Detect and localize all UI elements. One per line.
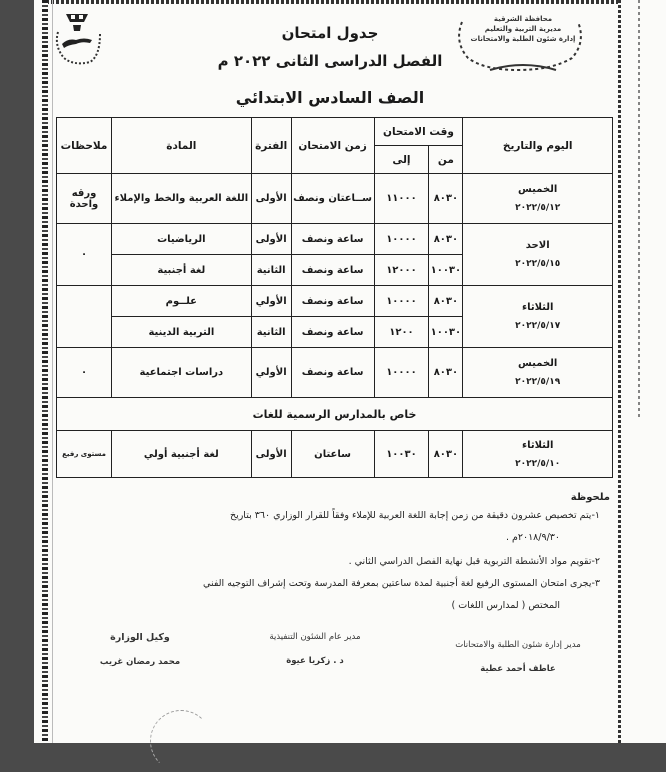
signature-name: محمد رمضان غريب bbox=[99, 657, 181, 667]
notes-cell bbox=[57, 286, 112, 348]
day-date-cell bbox=[463, 348, 613, 398]
exam-schedule-table bbox=[56, 117, 613, 478]
duration-cell: ساعتان bbox=[291, 431, 374, 478]
seal-line: محافظة الشرقية bbox=[493, 15, 553, 23]
notes-cell: ٠ bbox=[57, 348, 112, 398]
from-cell: ٨٠٣٠ bbox=[429, 174, 463, 224]
from-cell: ٨٠٣٠ bbox=[429, 348, 463, 398]
grade-title: الصف السادس الابتدائي bbox=[235, 88, 425, 107]
signature-name: د . زكريا عيوة bbox=[286, 656, 344, 666]
period-cell: الثانية bbox=[251, 255, 291, 286]
to-cell: ١٠٠٠٠ bbox=[374, 286, 429, 317]
day: الاحد bbox=[525, 240, 550, 251]
signature-role: مدير إدارة شئون الطلبة والامتحانات bbox=[455, 640, 581, 650]
duration-cell: ساعة ونصف bbox=[291, 286, 374, 317]
date: ٢٠٢٢/٥/١٩ bbox=[515, 377, 561, 387]
note-item-continuation: ٢٠١٨/٩/٣٠م . bbox=[505, 532, 560, 543]
day: الخميس bbox=[518, 184, 558, 195]
period-cell: الأولى bbox=[251, 224, 291, 255]
day: الثلاثاء bbox=[521, 302, 554, 313]
term-title: الفصل الدراسى الثانى ٢٠٢٢ م bbox=[217, 52, 443, 70]
signature-role: مدير عام الشئون التنفيذية bbox=[269, 632, 361, 642]
signature-block bbox=[240, 632, 390, 666]
subject-cell: التربية الدينية bbox=[112, 317, 252, 348]
date: ٢٠٢٢/٥/١٠ bbox=[515, 458, 561, 469]
table-row bbox=[57, 348, 613, 398]
header-exam-time: وقت الامتحان bbox=[374, 118, 463, 146]
duration-cell: ساعة ونصف bbox=[291, 348, 374, 398]
from-cell: ١٠٠٣٠ bbox=[429, 317, 463, 348]
from-cell: ٨٠٣٠ bbox=[429, 431, 463, 478]
page-border-left-inner bbox=[52, 0, 53, 743]
subject-cell: دراسات اجتماعية bbox=[112, 348, 252, 398]
duration-cell: ساعة ونصف bbox=[291, 255, 374, 286]
notes-cell: ورقه واحدة bbox=[57, 174, 112, 224]
day: الخميس bbox=[518, 358, 558, 369]
date: ٢٠٢٢/٥/١٢ bbox=[515, 203, 561, 213]
notes-cell: مستوى رفيع bbox=[57, 431, 112, 478]
signature-role: وكيل الوزارة bbox=[110, 632, 170, 643]
to-cell: ١٢٠٠٠ bbox=[374, 255, 429, 286]
table-row bbox=[57, 174, 613, 224]
duration-cell: ســاعتان ونصف bbox=[291, 174, 374, 224]
notes-cell: ٠ bbox=[57, 224, 112, 286]
table-row bbox=[57, 431, 613, 478]
header-day-date: اليوم والتاريخ bbox=[463, 118, 613, 174]
period-cell: الأولى bbox=[251, 174, 291, 224]
subject-cell: اللغة العربية والخط والإملاء bbox=[112, 174, 252, 224]
document-title: جدول امتحان bbox=[281, 24, 379, 42]
header-duration: زمن الامتحان bbox=[291, 118, 374, 174]
subject-cell: الرياضيات bbox=[112, 224, 252, 255]
date: ٢٠٢٢/٥/١٧ bbox=[515, 321, 561, 331]
official-stamp-icon bbox=[150, 710, 212, 772]
header-notes: ملاحظات bbox=[57, 118, 112, 174]
date: ٢٠٢٢/٥/١٥ bbox=[515, 259, 561, 269]
header-from: من bbox=[429, 146, 463, 174]
subject-cell: لغة أجنبية bbox=[112, 255, 252, 286]
period-cell: الأولي bbox=[251, 348, 291, 398]
seal-line: مديرية التربية والتعليم bbox=[484, 25, 562, 33]
to-cell: ١٠٠٣٠ bbox=[374, 431, 429, 478]
to-cell: ١١٠٠٠ bbox=[374, 174, 429, 224]
from-cell: ١٠٠٣٠ bbox=[429, 255, 463, 286]
from-cell: ٨٠٣٠ bbox=[429, 286, 463, 317]
day-date-cell bbox=[463, 174, 613, 224]
page-border-right-outer bbox=[638, 0, 640, 420]
from-cell: ٨٠٣٠ bbox=[429, 224, 463, 255]
special-section-row bbox=[57, 398, 613, 431]
table-row bbox=[57, 286, 613, 317]
day-date-cell bbox=[463, 431, 613, 478]
to-cell: ١٠٠٠٠ bbox=[374, 224, 429, 255]
header-to: إلى bbox=[374, 146, 429, 174]
note-item: ٣-يجرى امتحان المستوى الرفيع لغة أجنبية لمدة ساعتين بمعرفة المدرسة وتحت إشراف التوجيه الفني bbox=[203, 578, 600, 589]
header-period: الفترة bbox=[251, 118, 291, 174]
note-item-continuation: المختص ( لمدارس اللغات ) bbox=[451, 600, 560, 611]
page-border-left bbox=[42, 0, 48, 743]
seal-text bbox=[464, 14, 582, 44]
to-cell: ١٢٠٠ bbox=[374, 317, 429, 348]
header-subject: المادة bbox=[112, 118, 252, 174]
subject-cell: لغة أجنبية أولي bbox=[112, 431, 252, 478]
seal-line: إدارة شئون الطلبة والامتحانات bbox=[470, 35, 576, 43]
to-cell: ١٠٠٠٠ bbox=[374, 348, 429, 398]
page-border-top bbox=[46, 0, 620, 4]
note-item: ١-يتم تخصيص عشرون دقيقة من زمن إجابة اللغة العربية للإملاء وفقاً للقرار الوزاري ٣٦٠ بتاريخ bbox=[229, 510, 600, 521]
page-border-right bbox=[618, 0, 621, 743]
special-section-header: خاص بالمدارس الرسمية للغات bbox=[57, 398, 613, 431]
duration-cell: ساعة ونصف bbox=[291, 317, 374, 348]
day-date-cell bbox=[463, 286, 613, 348]
day-date-cell bbox=[463, 224, 613, 286]
governorate-emblem-icon bbox=[52, 10, 102, 66]
day: الثلاثاء bbox=[521, 439, 554, 451]
notes-heading: ملحوظة bbox=[570, 492, 610, 503]
period-cell: الأولى bbox=[251, 431, 291, 478]
period-cell: الأولي bbox=[251, 286, 291, 317]
signature-name: عاطف أحمد عطية bbox=[480, 664, 556, 674]
period-cell: الثانية bbox=[251, 317, 291, 348]
signature-block bbox=[80, 632, 200, 667]
duration-cell: ساعة ونصف bbox=[291, 224, 374, 255]
table-row bbox=[57, 224, 613, 255]
signature-block bbox=[428, 640, 608, 674]
note-item: ٢-تقويم مواد الأنشطة التربوية قبل نهاية الفصل الدراسي الثاني . bbox=[348, 556, 600, 567]
notes-section bbox=[70, 492, 610, 623]
subject-cell: علــوم bbox=[112, 286, 252, 317]
